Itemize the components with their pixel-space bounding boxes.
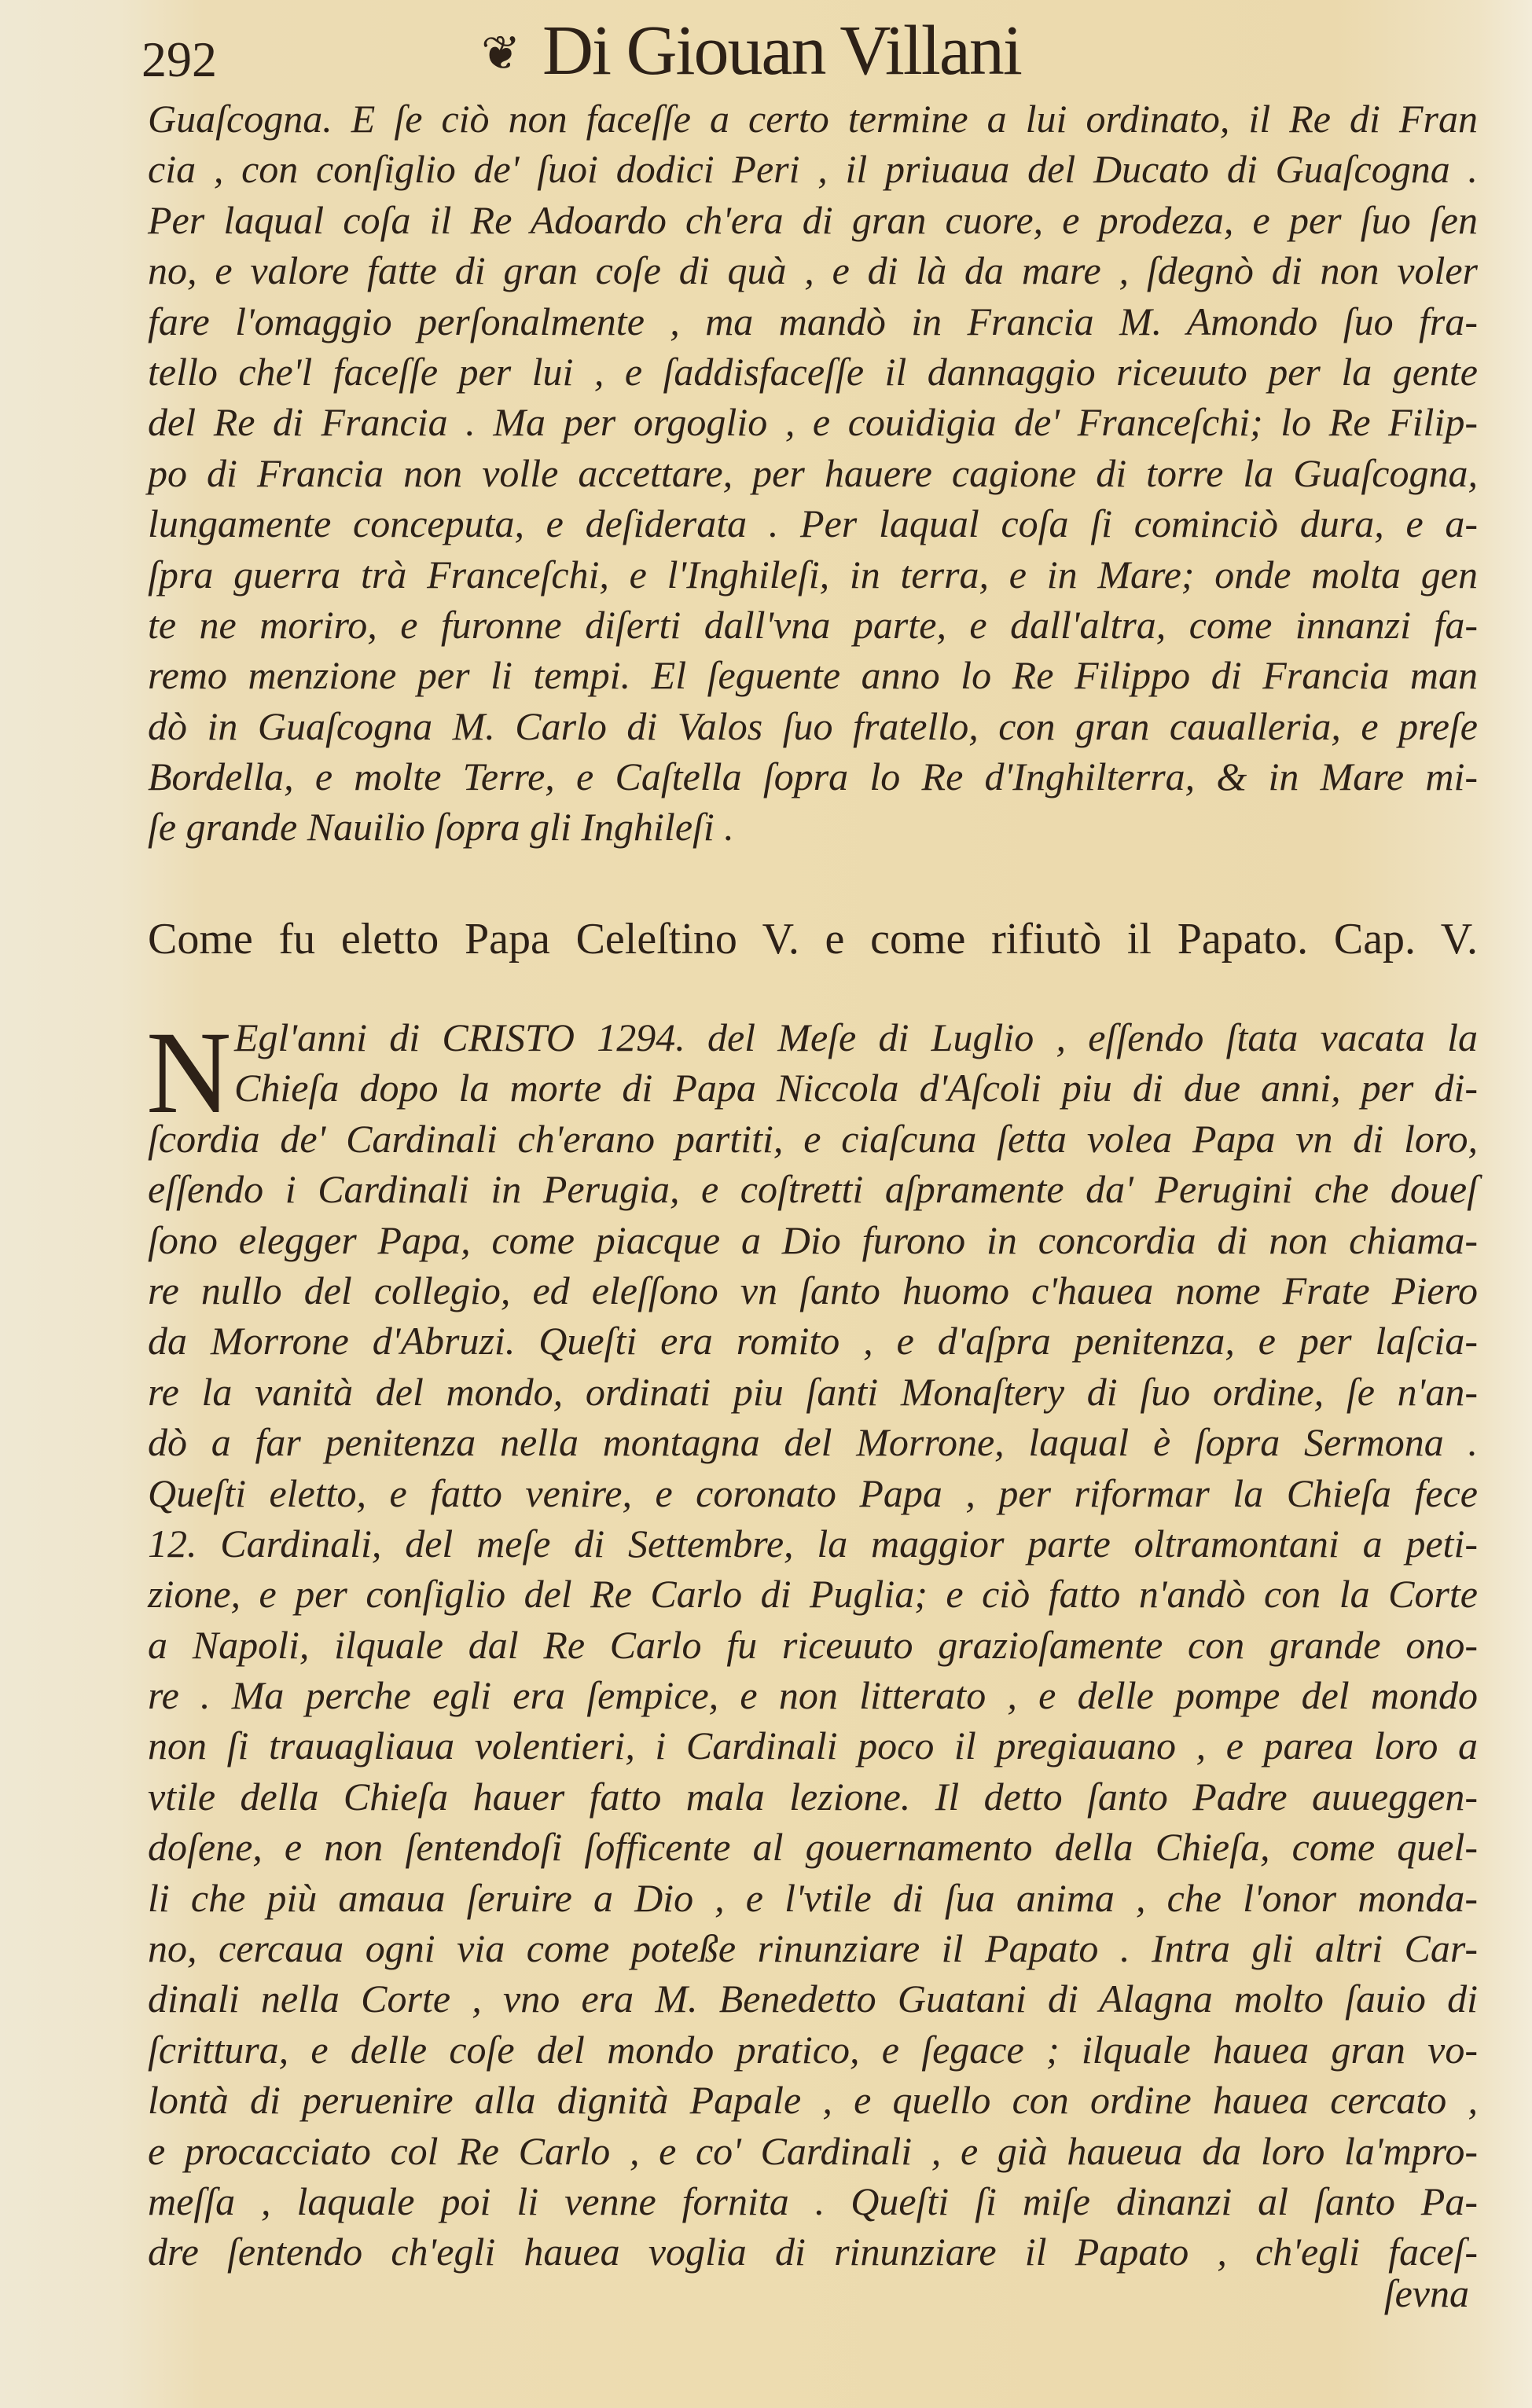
text-line: no, e valore fatte di gran coſe di quà , e di là da mare , ſdegnò di non voler [148,248,1478,293]
catchword: ſevna [1383,2271,1469,2315]
text-line: ſcordia de' Cardinali ch'erano partiti, e ciaſcuna ſetta volea Papa vn di loro, [148,1116,1478,1161]
text-line: po di Francia non volle accettare, per hauere cagione di torre la Guaſcogna, [148,450,1478,495]
text-line: ſono elegger Papa, come piacque a Dio furono in concordia di non chiama- [148,1217,1478,1262]
text-line: re la vanità del mondo, ordinati piu ſanti Monaſtery di ſuo ordine, ſe n'an- [148,1369,1478,1414]
text-line: Guaſcogna. E ſe ciò non faceſſe a certo termine a lui ordinato, il Re di Fran [148,97,1478,141]
text-line: dò in Guaſcogna M. Carlo di Valos ſuo fratello, con gran caualleria, e preſe [148,703,1478,748]
text-line: te ne moriro, e furonne diſerti dall'vna parte, e dall'altra, come innanzi fa- [148,602,1478,647]
text-line: remo menzione per li tempi. El ſeguente anno lo Re Filippo di Francia man [148,653,1478,698]
text-line: meſſa , laquale poi li venne fornita . Queſti ſi miſe dinanzi al ſanto Pa- [148,2179,1478,2223]
text-line: Queſti eletto, e fatto venire, e coronato Papa , per riformar la Chieſa fece [148,1470,1478,1515]
text-line: dò a far penitenza nella montagna del Morrone, laqual è ſopra Sermona . [148,1420,1478,1465]
text-line: li che più amaua ſeruire a Dio , e l'vtile di ſua anima , che l'onor monda- [148,1875,1478,1920]
text-line: eſſendo i Cardinali in Perugia, e coſtretti aſpramente da' Perugini che doueſ [148,1167,1478,1212]
text-line: Per laqual coſa il Re Adoardo ch'era di gran cuore, e prodeza, e per ſuo ſen [148,197,1478,242]
chapter-paragraph [146,1008,1478,2278]
text-line: e procacciato col Re Carlo , e co' Cardinali , e già haueua da loro la'mpro- [148,2128,1478,2173]
drop-cap: N [146,1008,232,1138]
text-line: del Re di Francia . Ma per orgoglio , e couidigia de' Franceſchi; lo Re Filip- [148,400,1478,445]
text-line: dinali nella Corte , vno era M. Benedetto Guatani di Alagna molto ſauio di [148,1977,1478,2021]
text-line: da Morrone d'Abruzi. Queſti era romito , e d'aſpra penitenza, e per laſcia- [148,1319,1478,1364]
text-line: cia , con conſiglio de' ſuoi dodici Peri , il priuaua del Ducato di Guaſcogna . [148,147,1478,192]
text-line: re nullo del collegio, ed eleſſono vn ſanto huomo c'hauea nome Frate Piero [148,1268,1478,1312]
text-line: ſe grande Nauilio ſopra gli Inghileſi . [148,805,734,850]
text-line: Bordella, e molte Terre, e Caſtella ſopra lo Re d'Inghilterra, & in Mare mi- [148,754,1478,799]
text-line: doſene, e non ſentendoſi ſofficente al gouernamento della Chieſa, come quel- [148,1825,1478,1870]
running-title: Di Giouan Villani [542,12,1021,90]
text-line: a Napoli, ilquale dal Re Carlo fu riceuuto grazioſamente con grande ono- [148,1622,1478,1667]
text-line: lontà di peruenire alla dignità Papale , e quello con ordine hauea cercato , [148,2078,1478,2123]
text-line: Chieſa dopo la morte di Papa Niccola d'Aſcoli piu di due anni, per di- [234,1066,1478,1110]
text-line: non ſi trauagliaua volentieri, i Cardinali poco il pregiauano , e parea loro a [148,1723,1478,1768]
text-line: lungamente conceputa, e deſiderata . Per laqual coſa ſi cominciò dura, e a- [148,501,1478,546]
text-line: Egl'anni di CRISTO 1294. del Meſe di Luglio , eſſendo ſtata vacata la [234,1015,1478,1059]
paragraph-continued [148,94,1478,853]
text-line: vtile della Chieſa hauer fatto mala lezione. Il detto ſanto Padre auueggen- [148,1774,1478,1819]
fleuron-ornament-icon: ❦ [481,28,521,79]
text-line: re . Ma perche egli era ſempice, e non litterato , e delle pompe del mondo [148,1673,1478,1718]
text-line: dre ſentendo ch'egli hauea voglia di rinunziare il Papato , ch'egli faceſ- [148,2230,1478,2274]
text-line: ſpra guerra trà Franceſchi, e l'Inghileſi, in terra, e in Mare; onde molta gen [148,552,1478,596]
text-line: 12. Cardinali, del meſe di Settembre, la maggior parte oltramontani a peti- [148,1521,1478,1566]
text-line: tello che'l faceſſe per lui , e ſaddisfaceſſe il dannaggio riceuuto per la gente [148,349,1478,394]
text-line: zione, e per conſiglio del Re Carlo di Puglia; e ciò fatto n'andò con la Corte [148,1572,1478,1617]
text-line: no, cercaua ogni via come poteße rinunziare il Papato . Intra gli altri Car- [148,1926,1478,1971]
text-line: ſcrittura, e delle coſe del mondo pratico, e ſegace ; ilquale hauea gran vo- [148,2027,1478,2072]
text-line: fare l'omaggio perſonalmente , ma mandò in Francia M. Amondo ſuo fra- [148,299,1478,343]
chapter-title: Come fu eletto Papa Celeſtino V. e come rifiutò il Papato. Cap. V. [148,915,1478,964]
page-number: 292 [141,31,217,87]
